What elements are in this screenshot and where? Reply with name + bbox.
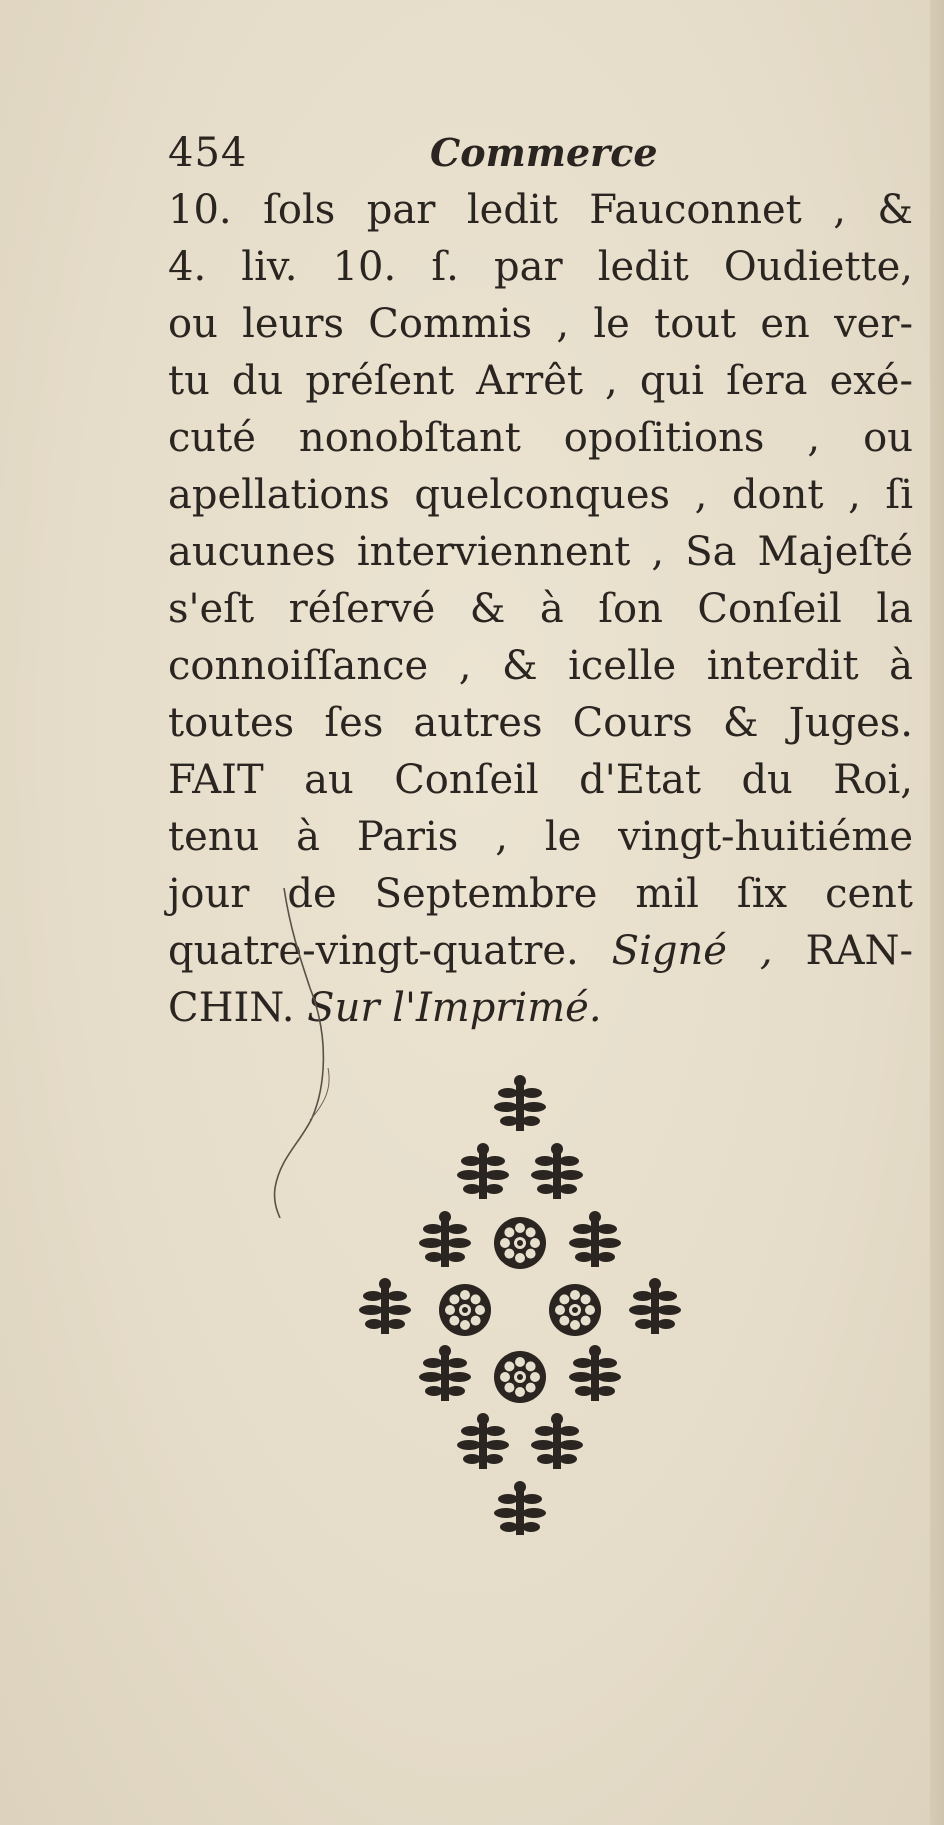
leaf-fleuron-icon: [419, 1211, 471, 1267]
source-note: Sur l'Imprimé.: [307, 985, 602, 1031]
text-line: toutes ſes autres Cours & Juges.: [168, 700, 913, 746]
leaf-fleuron-icon: [494, 1075, 546, 1131]
signatory-name-part2: CHIN.: [168, 985, 295, 1031]
leaf-fleuron-icon: [531, 1413, 583, 1469]
leaf-fleuron-icon: [531, 1143, 583, 1199]
leaf-fleuron-icon: [569, 1345, 621, 1401]
text-line: FAIT au Conſeil d'Etat du Roi,: [168, 757, 913, 803]
text-line: aucunes interviennent , Sa Majeſté: [168, 529, 913, 575]
leaf-fleuron-icon: [419, 1345, 471, 1401]
fleuron-ornament-icon-svg: [345, 1075, 695, 1535]
stray-thread: [270, 888, 350, 1218]
text-line: ou leurs Commis , le tout en ver-: [168, 301, 913, 347]
rosette-fleuron-icon: [549, 1284, 601, 1336]
text-line: tenu à Paris , le vingt-huitiéme: [168, 814, 913, 860]
leaf-fleuron-icon: [457, 1143, 509, 1199]
signed-label: Signé ,: [611, 928, 773, 974]
signatory-name-part1: RAN-: [805, 928, 913, 974]
leaf-fleuron-icon: [457, 1413, 509, 1469]
rosette-fleuron-icon: [494, 1351, 546, 1403]
leaf-fleuron-icon: [494, 1481, 546, 1535]
fleuron-ornament-icon: [345, 1075, 695, 1535]
rosette-fleuron-icon: [494, 1217, 546, 1269]
page-number: 454: [168, 130, 248, 176]
leaf-fleuron-icon: [359, 1278, 411, 1334]
leaf-fleuron-icon: [569, 1211, 621, 1267]
text-fragment: quatre-vingt-quatre.: [168, 928, 579, 974]
running-title: Commerce: [430, 130, 658, 175]
page-gutter: [930, 0, 944, 1825]
text-line: cuté nonobſtant opoſitions , ou: [168, 415, 913, 461]
text-line: s'eſt réſervé & à ſon Conſeil la: [168, 586, 913, 632]
text-line: apellations quelconques , dont , ſi: [168, 472, 913, 518]
text-line: jour de Septembre mil ſix cent: [168, 871, 913, 917]
text-line: tu du préſent Arrêt , qui ſera exé-: [168, 358, 913, 404]
text-line: 10. ſols par ledit Fauconnet , &: [168, 187, 913, 233]
text-line: connoiſſance , & icelle interdit à: [168, 643, 913, 689]
rosette-fleuron-icon: [439, 1284, 491, 1336]
leaf-fleuron-icon: [629, 1278, 681, 1334]
text-line: 4. liv. 10. ſ. par ledit Oudiette,: [168, 244, 913, 290]
page-header: [168, 130, 668, 182]
